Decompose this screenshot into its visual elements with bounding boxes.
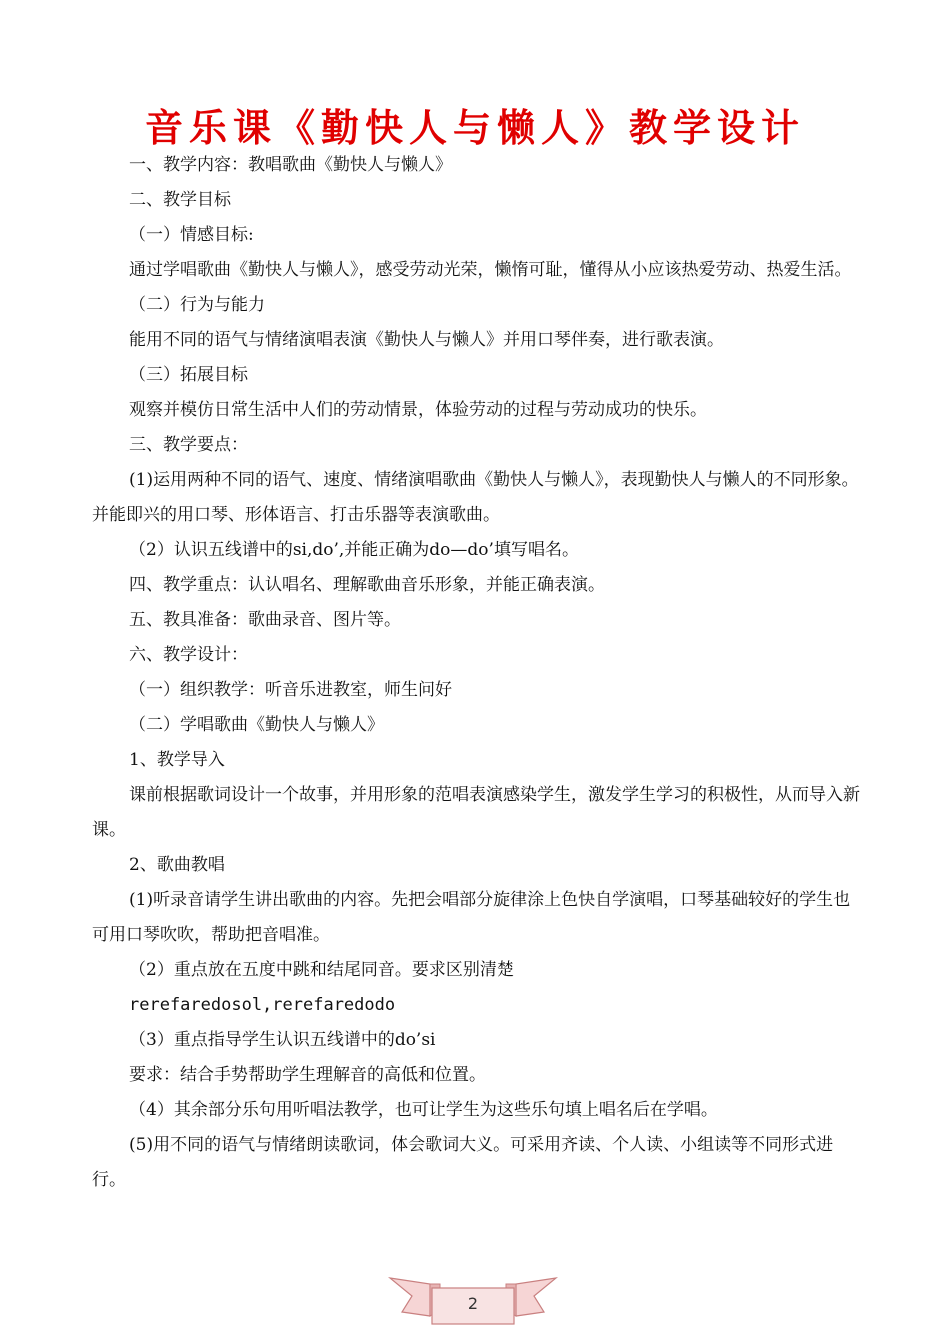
paragraph: 四、教学重点：认认唱名、理解歌曲音乐形象，并能正确表演。 bbox=[129, 575, 605, 595]
paragraph: (1)听录音请学生讲出歌曲的内容。先把会唱部分旋律涂上色快自学演唱，口琴基础较好的学生也可用口琴吹吹，帮助把音唱准。 bbox=[92, 890, 851, 945]
paragraph: 能用不同的语气与情绪演唱表演《勤快人与懒人》并用口琴伴奏，进行歌表演。 bbox=[129, 330, 724, 350]
document-title: 音乐课《勤快人与懒人》教学设计 bbox=[144, 106, 805, 150]
paragraph: 课前根据歌词设计一个故事，并用形象的范唱表演感染学生，激发学生学习的积极性，从而导入新课。 bbox=[92, 785, 860, 840]
page-number-ribbon bbox=[388, 1272, 558, 1336]
paragraph: 三、教学要点： bbox=[129, 435, 248, 455]
document-body bbox=[92, 148, 864, 1198]
paragraph: （三）拓展目标 bbox=[129, 365, 248, 385]
paragraph: rerefaredosol,rerefaredodo bbox=[129, 995, 396, 1015]
paragraph: （4）其余部分乐句用听唱法教学，也可让学生为这些乐句填上唱名后在学唱。 bbox=[129, 1100, 718, 1120]
paragraph: （2）认识五线谱中的si,do’,并能正确为do—do’填写唱名。 bbox=[129, 540, 579, 560]
paragraph: 2、歌曲教唱 bbox=[129, 855, 225, 875]
paragraph: 要求：结合手势帮助学生理解音的高低和位置。 bbox=[129, 1065, 486, 1085]
paragraph: （一）情感目标: bbox=[129, 225, 254, 245]
paragraph: 六、教学设计： bbox=[129, 645, 248, 665]
paragraph: （二）学唱歌曲《勤快人与懒人》 bbox=[129, 715, 384, 735]
paragraph: （二）行为与能力 bbox=[129, 295, 265, 315]
paragraph: 五、教具准备：歌曲录音、图片等。 bbox=[129, 610, 401, 630]
paragraph: 通过学唱歌曲《勤快人与懒人》，感受劳动光荣，懒惰可耻，懂得从小应该热爱劳动、热爱生活。 bbox=[129, 260, 852, 280]
paragraph: （一）组织教学：听音乐进教室，师生问好 bbox=[129, 680, 452, 700]
page-number: 2 bbox=[467, 1294, 479, 1313]
paragraph: （3）重点指导学生认识五线谱中的do’si bbox=[129, 1030, 436, 1050]
paragraph: 1、教学导入 bbox=[129, 750, 225, 770]
paragraph: (1)运用两种不同的语气、速度、情绪演唱歌曲《勤快人与懒人》，表现勤快人与懒人的不同形象。并能即兴的用口琴、形体语言、打击乐器等表演歌曲。 bbox=[92, 470, 859, 525]
paragraph: 观察并模仿日常生活中人们的劳动情景，体验劳动的过程与劳动成功的快乐。 bbox=[129, 400, 707, 420]
paragraph: 二、教学目标 bbox=[129, 190, 231, 210]
paragraph: (5)用不同的语气与情绪朗读歌词，体会歌词大义。可采用齐读、个人读、小组读等不同形式进行。 bbox=[92, 1135, 834, 1190]
paragraph: 一、教学内容：教唱歌曲《勤快人与懒人》 bbox=[129, 155, 452, 175]
paragraph: （2）重点放在五度中跳和结尾同音。要求区别清楚 bbox=[129, 960, 514, 980]
